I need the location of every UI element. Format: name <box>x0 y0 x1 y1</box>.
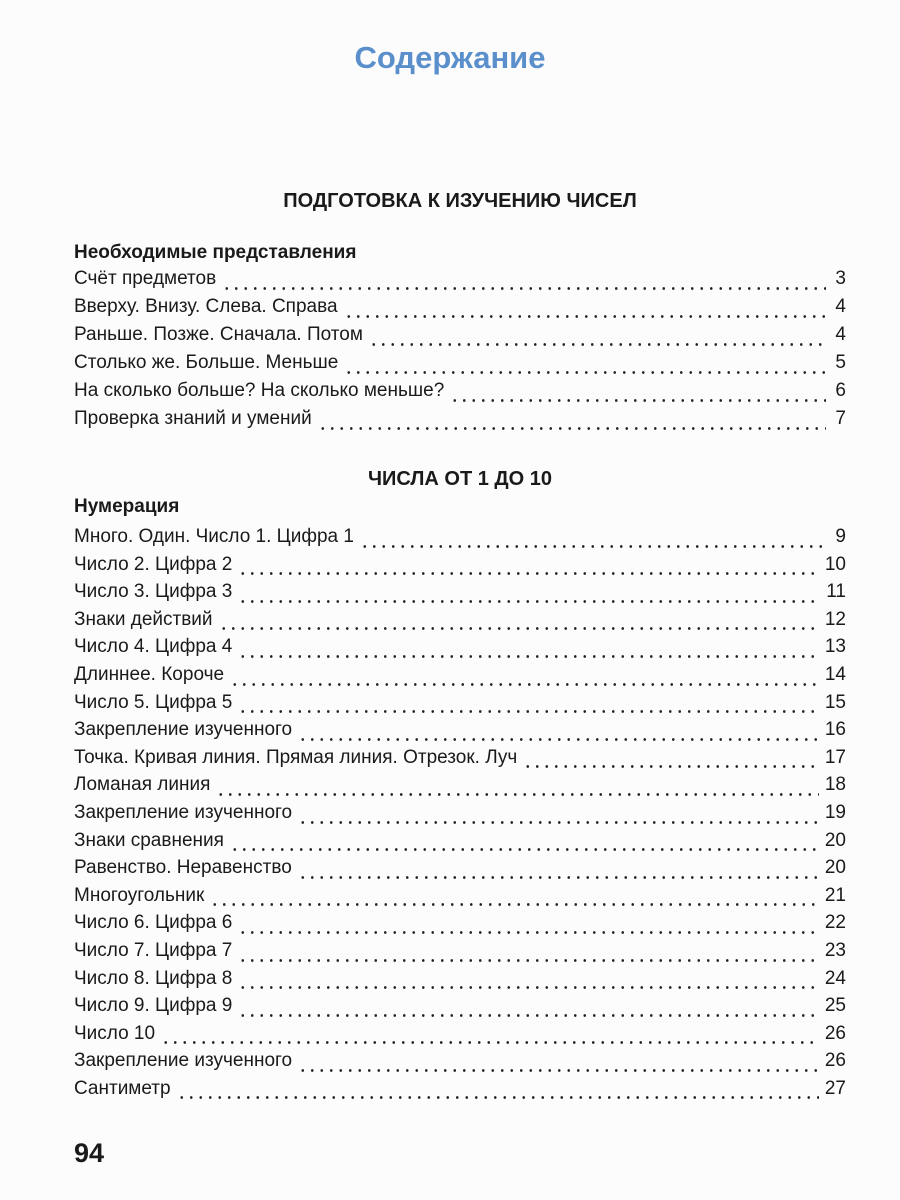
toc-entry-label: Много. Один. Число 1. Цифра 1 <box>74 526 354 547</box>
toc-entry <box>74 408 846 436</box>
toc-entry-page: 9 <box>835 526 846 547</box>
dot-leader <box>298 738 819 741</box>
toc-entry-label: Число 4. Цифра 4 <box>74 636 233 658</box>
dot-leader <box>298 876 819 879</box>
toc-entry-page: 17 <box>824 746 846 768</box>
toc-entry-label: Проверка знаний и умений <box>74 408 312 429</box>
toc-entry <box>74 1078 846 1106</box>
dot-leader <box>216 793 818 796</box>
toc-entry <box>74 857 846 885</box>
dot-leader <box>238 572 819 575</box>
section-heading: ЧИСЛА ОТ 1 ДО 10 <box>367 468 553 490</box>
toc-entry-page: 11 <box>826 581 846 603</box>
toc-entry-label: Число 7. Цифра 7 <box>74 939 233 961</box>
toc-entry <box>74 554 846 582</box>
dot-leader <box>298 1069 819 1072</box>
toc-entry-label: Число 8. Цифра 8 <box>74 967 233 989</box>
toc-entry-label: Вверху. Внизу. Слева. Справа <box>74 296 338 317</box>
toc-entry-page: 20 <box>824 857 846 879</box>
toc-entry <box>74 1050 846 1078</box>
toc-entry-label: Число 6. Цифра 6 <box>74 912 233 934</box>
toc-entry <box>74 719 846 747</box>
toc-entry-label: Число 10 <box>74 1022 156 1044</box>
dot-leader <box>360 545 826 548</box>
toc-entry-page: 18 <box>824 774 846 796</box>
dot-leader <box>238 931 819 934</box>
toc-entry-label: Знаки действий <box>74 608 213 630</box>
dot-leader <box>450 399 826 402</box>
section-subheading: Нумерация <box>74 496 180 517</box>
toc-entry <box>74 296 846 324</box>
toc-entry <box>74 912 846 940</box>
toc-entry <box>74 352 846 380</box>
toc-entry-label: Многоугольник <box>74 884 205 906</box>
dot-leader <box>344 371 826 374</box>
toc-entry-page: 12 <box>824 608 846 630</box>
toc-entry <box>74 268 846 296</box>
toc-entry-page: 6 <box>835 380 846 401</box>
dot-leader <box>219 627 819 630</box>
toc-entry-page: 19 <box>824 801 846 823</box>
toc-entry <box>74 526 846 554</box>
toc-entry-label: Столько же. Больше. Меньше <box>74 352 339 373</box>
dot-leader <box>344 315 826 318</box>
toc-entry <box>74 636 846 664</box>
toc-entry <box>74 802 846 830</box>
toc-entry-label: Счёт предметов <box>74 268 217 289</box>
toc-entry-label: Число 5. Цифра 5 <box>74 691 233 713</box>
page-title: Содержание <box>354 40 546 75</box>
toc-entry-label: Сантиметр <box>74 1077 171 1099</box>
dot-leader <box>523 765 819 768</box>
toc-entry-page: 4 <box>835 296 846 317</box>
toc-entry-label: Число 2. Цифра 2 <box>74 553 233 575</box>
toc-entry-page: 10 <box>824 553 846 575</box>
toc-entry <box>74 581 846 609</box>
toc-entry <box>74 664 846 692</box>
toc-entry-label: Длиннее. Короче <box>74 663 225 685</box>
dot-leader <box>318 427 826 430</box>
toc-entry-label: Раньше. Позже. Сначала. Потом <box>74 324 363 345</box>
toc-entry-page: 25 <box>824 995 846 1017</box>
dot-leader <box>230 848 819 851</box>
toc-entry-label: Число 9. Цифра 9 <box>74 995 233 1017</box>
toc-entry-page: 26 <box>824 1022 846 1044</box>
dot-leader <box>238 986 819 989</box>
toc-entry-page: 27 <box>824 1077 846 1099</box>
toc-entry-label: Закрепление изученного <box>74 1050 293 1072</box>
toc-list <box>74 268 846 436</box>
toc-entry-page: 21 <box>824 884 846 906</box>
toc-entry <box>74 747 846 775</box>
toc-entry <box>74 774 846 802</box>
dot-leader <box>238 959 819 962</box>
toc-entry-page: 20 <box>824 829 846 851</box>
dot-leader <box>238 710 819 713</box>
page-number: 94 <box>74 1138 105 1168</box>
dot-leader <box>210 903 819 906</box>
toc-entry <box>74 995 846 1023</box>
section-subheading: Необходимые представления <box>74 242 357 263</box>
toc-entry <box>74 885 846 913</box>
dot-leader <box>230 683 819 686</box>
toc-entry-page: 23 <box>824 939 846 961</box>
toc-entry-page: 13 <box>824 636 846 658</box>
toc-entry <box>74 830 846 858</box>
toc-entry-page: 7 <box>835 408 846 429</box>
section-heading: ПОДГОТОВКА К ИЗУЧЕНИЮ ЧИСЕЛ <box>283 190 637 212</box>
toc-entry <box>74 1023 846 1051</box>
dot-leader <box>177 1096 819 1099</box>
dot-leader <box>238 655 819 658</box>
toc-entry-label: Закрепление изученного <box>74 719 293 741</box>
toc-entry-label: Знаки сравнения <box>74 829 224 851</box>
toc-entry-page: 5 <box>835 352 846 373</box>
toc-entry-label: На сколько больше? На сколько меньше? <box>74 380 445 401</box>
dot-leader <box>222 287 826 290</box>
toc-entry-label: Закрепление изученного <box>74 801 293 823</box>
toc-entry <box>74 324 846 352</box>
toc-entry-page: 22 <box>824 912 846 934</box>
toc-entry <box>74 692 846 720</box>
dot-leader <box>238 600 820 603</box>
dot-leader <box>161 1041 819 1044</box>
toc-entry-page: 14 <box>824 663 846 685</box>
toc-entry <box>74 380 846 408</box>
toc-entry <box>74 609 846 637</box>
toc-entry-page: 16 <box>824 719 846 741</box>
dot-leader <box>298 821 819 824</box>
toc-entry-page: 3 <box>835 268 846 289</box>
toc-entry <box>74 968 846 996</box>
toc-entry-label: Точка. Кривая линия. Прямая линия. Отрезок. Луч <box>74 746 518 768</box>
toc-entry-label: Равенство. Неравенство <box>74 857 292 879</box>
toc-entry-label: Ломаная линия <box>74 774 211 796</box>
toc-list <box>74 526 846 1105</box>
toc-entry-label: Число 3. Цифра 3 <box>74 581 233 603</box>
toc-entry <box>74 940 846 968</box>
toc-entry-page: 4 <box>835 324 846 345</box>
dot-leader <box>369 343 826 346</box>
toc-entry-page: 26 <box>824 1050 846 1072</box>
toc-entry-page: 15 <box>824 691 846 713</box>
toc-entry-page: 24 <box>824 967 846 989</box>
dot-leader <box>238 1014 819 1017</box>
